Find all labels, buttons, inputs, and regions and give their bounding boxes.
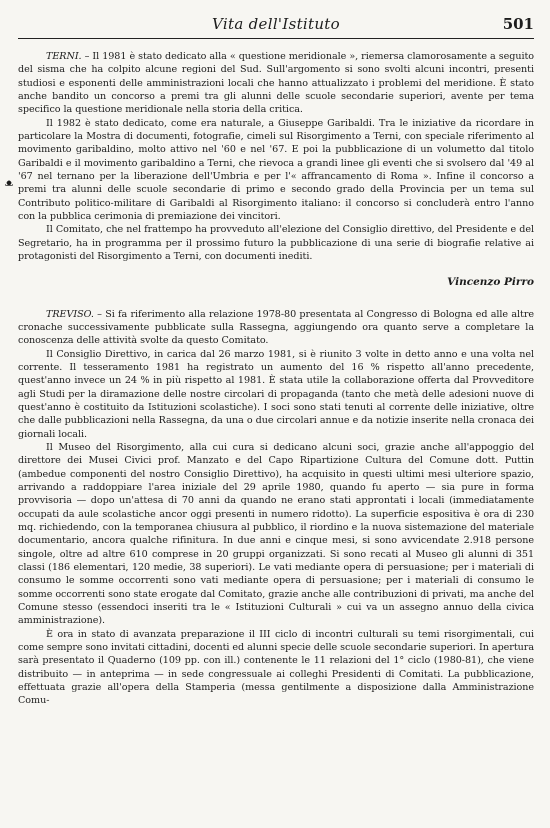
treviso-paragraph-1	[18, 308, 534, 348]
treviso-report	[18, 308, 534, 708]
page	[5, 12, 535, 708]
paragraph-text: – Il 1981 è stato dedicato alla « questione meridionale », riemersa clamorosamente a seguito del sisma che ha colpito alcune regioni del Sud. Sull'argomento si sono svolti alcuni incontri, presenti studiosi e esponenti delle amministrazioni locali che hanno attualizzato i problemi del meridione. È stato anche bandito un concorso a premi tra gli alunni delle scuole secondarie superiori, avente per tema specifico la questione meridionale nella storia della critica.	[18, 51, 534, 116]
running-header	[18, 12, 534, 39]
terni-paragraph-3: Il Comitato, che nel frattempo ha provveduto all'elezione del Consiglio direttivo, del Presidente e del Segretario, ha in programma per il prossimo futuro la pubblicazione di una serie di biografie relative ai protagonisti del Risorgimento a Terni, con documenti inediti.	[18, 224, 534, 263]
treviso-paragraph-4: È ora in stato di avanzata preparazione il III ciclo di incontri culturali su temi risorgimentali, cui come sempre sono invitati cittadini, docenti ed alunni specie delle scuole secondarie superiori. In apertura sarà presentato il Quaderno (109 pp. con ill.) contenente le 11 relazioni del 1° ciclo (1980-81), che viene distribuito — in anteprima — in sede congressuale ai colleghi Presidenti di Comitati. La pubblicazione, effettuata grazie all'opera della Stamperia (messa gentilmente a disposizione dalla Amministrazione Comu-	[18, 628, 534, 707]
article-body	[5, 50, 535, 708]
treviso-paragraph-2: Il Consiglio Direttivo, in carica dal 26 marzo 1981, si è riunito 3 volte in detto anno e una volta nel corrente. Il tesseramento 1981 ha registrato un aumento del 16 % rispetto all'anno precedente, quest'anno invece un 24 % in più rispetto al 1981. È stata utile la collaborazione offerta dal Provveditore agli Studi per la diramazione delle nostre circolari di propaganda (tanto che metà delle adesioni nuove di quest'anno è costituito da Istituzioni scolastiche). I soci sono stati tenuti al corrente delle iniziative, oltre che dalle pubblicazioni nella Rassegna, da una o due circolari annue e da notizie inserite nella cronaca dei giornali locali.	[18, 348, 534, 440]
author-signature: Vincenzo Pirro	[447, 275, 534, 288]
paragraph-text: – Si fa riferimento alla relazione 1978-80 presentata al Congresso di Bologna ed alle altre cronache successivamente pubblicate sulla Rassegna, aggiungendo ora quanto serve a completare la conoscenza delle attività svolte da questo Comitato.	[18, 308, 534, 347]
section-heading-treviso: TREVISO.	[46, 308, 94, 320]
treviso-paragraph-3: Il Museo del Risorgimento, alla cui cura si dedicano alcuni soci, grazie anche all'appoggio del direttore dei Musei Civici prof. Manzato e del Capo Ripartizione Cultura del Comune dott. Puttin (ambedue componenti del nostro Consiglio Direttivo), ha acquisito in questi ultimi mesi ulteriore spazio, arrivando a raddoppiare l'area iniziale del 29 aprile 1980, quando fu aperto — sia pure in forma provvisoria — dopo un'attesa di 70 anni da quando ne erano stati approntati i locali (immediatamente occupati da aule scolastiche ancor oggi presenti in numero ridotto). La superficie espositiva è ora di 230 mq. richiedendo, con la temporanea chiusura al pubblico, il riordino e la nuova sistemazione del materiale documentario, ancora qualche rifinitura. In due anni e cinque mesi, si sono avvicendate 2.918 persone singole, oltre ad altre 610 comprese in 20 gruppi organizzati. Si sono recati al Museo gli alunni di 351 classi (186 elementari, 120 medie, 38 superiori). Le vati mediante opera di persuasione; per i materiali di consumo le somme occorrenti sono vati mediante opera di persuasione; per i materiali di consumo le somme occorrenti sono state erogate dal Comitato, grazie anche alle contribuzioni di privati, ma anche del Comune stesso (essendoci inseriti tra le « Istituzioni Culturali » cui va un assegno annuo della civica amministrazione).	[18, 441, 535, 627]
margin-mark: ᴥ	[5, 178, 14, 189]
running-title: Vita dell'Istituto	[212, 15, 340, 33]
terni-paragraph-2: Il 1982 è stato dedicato, come era naturale, a Giuseppe Garibaldi. Tra le iniziative da ricordare in particolare la Mostra di documenti, fotografie, cimeli sul Risorgimento a Terni, con speciale riferimento al movimento garibaldino, molto attivo nel '60 e nel '67. E poi la pubblicazione di un volumetto dal titolo Garibaldi e il movimento garibaldino a Terni, che rievoca a grandi linee gli eventi che si svolsero dal '49 al '67 nel ternano per la liberazione dell'Umbria e per l'« affrancamento di Roma ». Infine il concorso a premi tra alunni delle scuole secondarie di primo e secondo grado della Provincia per un tema sul Contributo politico-militare di Garibaldi al Risorgimento italiano: il concorso si concluderà entro l'anno con la pubblica cerimonia di premiazione dei vincitori.	[18, 117, 534, 223]
terni-paragraph-1	[18, 50, 534, 117]
terni-report	[5, 50, 534, 288]
section-heading-terni: TERNI.	[46, 51, 82, 62]
page-number: 501	[502, 15, 534, 33]
